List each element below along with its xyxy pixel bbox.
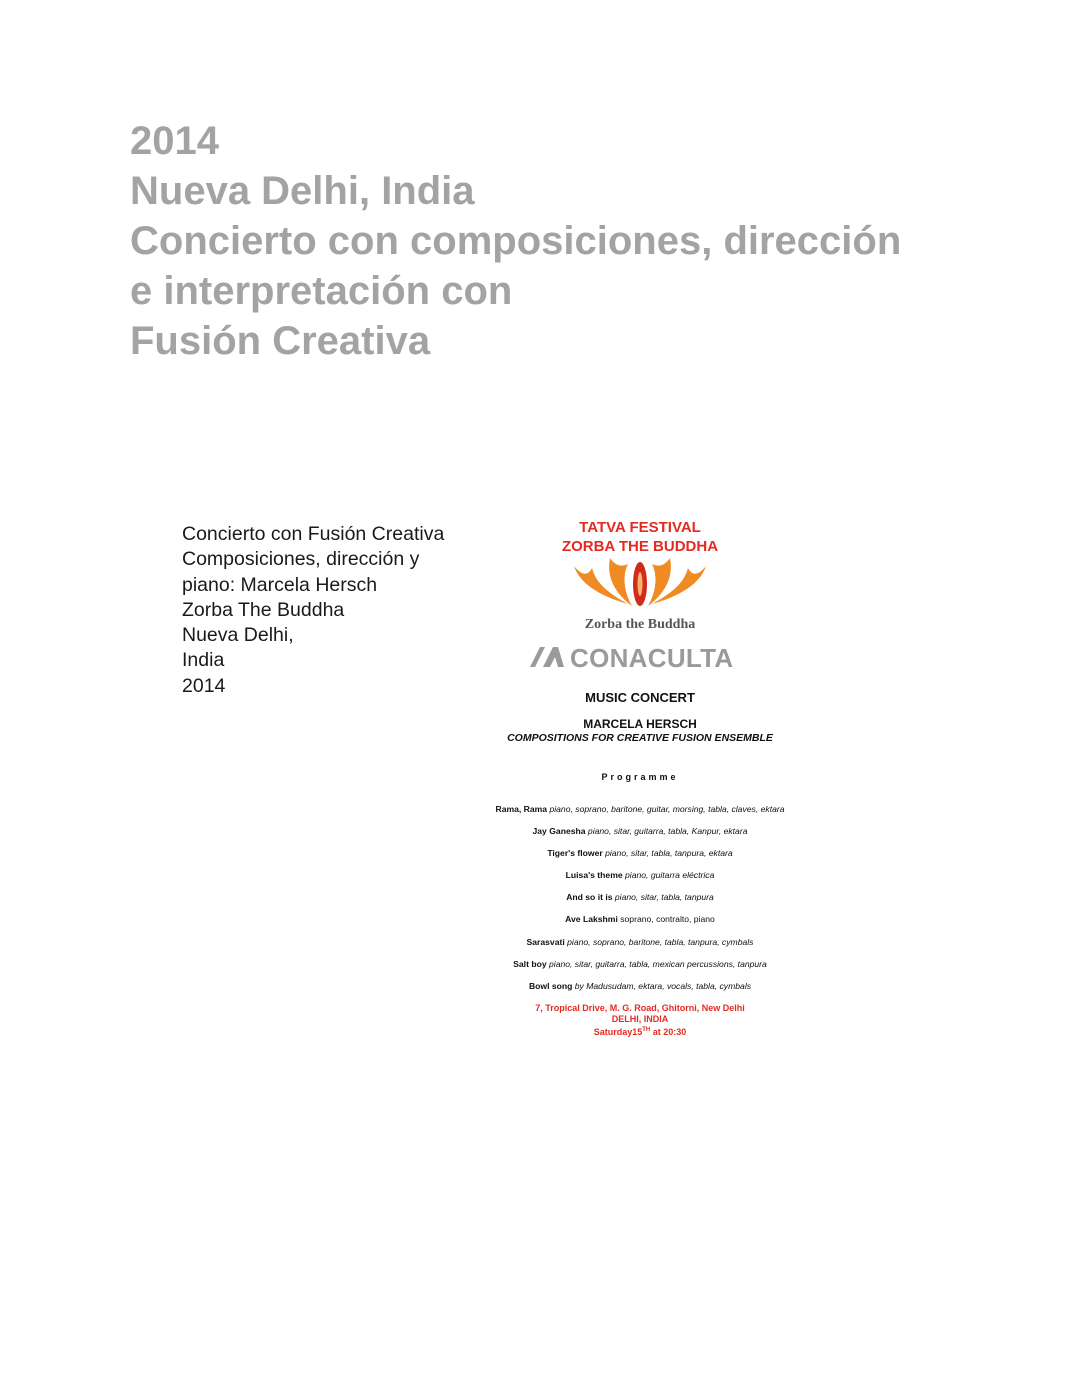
lotus-logo-icon <box>570 554 710 618</box>
sponsor-logo <box>528 643 758 673</box>
venue-city: DELHI, INDIA <box>611 1014 669 1024</box>
venue-address: 7, Tropical Drive, M. G. Road, Ghitorni, New Delhi <box>535 1003 745 1013</box>
heading-title-line1: Concierto con composiciones, dirección <box>130 219 902 263</box>
festival-name: TATVA FESTIVAL <box>579 519 701 536</box>
programme-item: Salt boy piano, sitar, guitarra, tabla, mexican percussions, tanpura <box>513 959 767 969</box>
sponsor-name: CONACULTA <box>570 643 734 673</box>
logo-caption: Zorba the Buddha <box>584 617 696 632</box>
heading-title-line3: Fusión Creativa <box>130 319 431 363</box>
caption-line: Concierto con Fusión Creativa <box>182 523 445 545</box>
concert-poster <box>470 510 810 1050</box>
caption-line: Nueva Delhi, <box>182 624 294 647</box>
programme-heading: Programme <box>601 772 679 782</box>
caption-line: 2014 <box>182 674 226 697</box>
heading-title-line2: e interpretación con <box>130 269 513 313</box>
venue-datetime: Saturday15TH at 20:30 <box>593 1027 687 1037</box>
heading-location: Nueva Delhi, India <box>130 169 475 213</box>
caption-line: Composiciones, dirección y <box>182 548 420 571</box>
concert-subtitle: COMPOSITIONS FOR CREATIVE FUSION ENSEMBLE <box>507 732 773 744</box>
programme-item: Tiger's flower piano, sitar, tabla, tanpura, ektara <box>547 848 733 858</box>
page-heading <box>130 116 1010 366</box>
programme-item: Sarasvati piano, soprano, baritone, tabla, tanpura, cymbals <box>526 937 754 947</box>
programme-item: And so it is piano, sitar, tabla, tanpura <box>566 892 714 902</box>
programme-item: Bowl song by Madusudam, ektara, vocals, tabla, cymbals <box>528 981 752 991</box>
heading-year: 2014 <box>130 119 219 163</box>
programme-item: Luisa's theme piano, guitarra eléctrica <box>565 870 715 880</box>
festival-subname: ZORBA THE BUDDHA <box>561 538 719 555</box>
image-caption <box>182 522 502 699</box>
programme-item: Rama, Rama piano, soprano, baritone, guitar, morsing, tabla, claves, ektara <box>495 804 785 814</box>
programme-item: Jay Ganesha piano, sitar, guitarra, tabla, Kanpur, ektara <box>532 826 748 836</box>
programme-item: Ave Lakshmi soprano, contralto, piano <box>565 914 715 924</box>
artist-name: MARCELA HERSCH <box>583 717 697 731</box>
caption-line: India <box>182 649 225 672</box>
caption-line: Zorba The Buddha <box>182 598 345 621</box>
caption-line: piano: Marcela Hersch <box>182 573 378 596</box>
conaculta-mark-icon <box>528 643 568 673</box>
concert-title: MUSIC CONCERT <box>585 690 695 705</box>
